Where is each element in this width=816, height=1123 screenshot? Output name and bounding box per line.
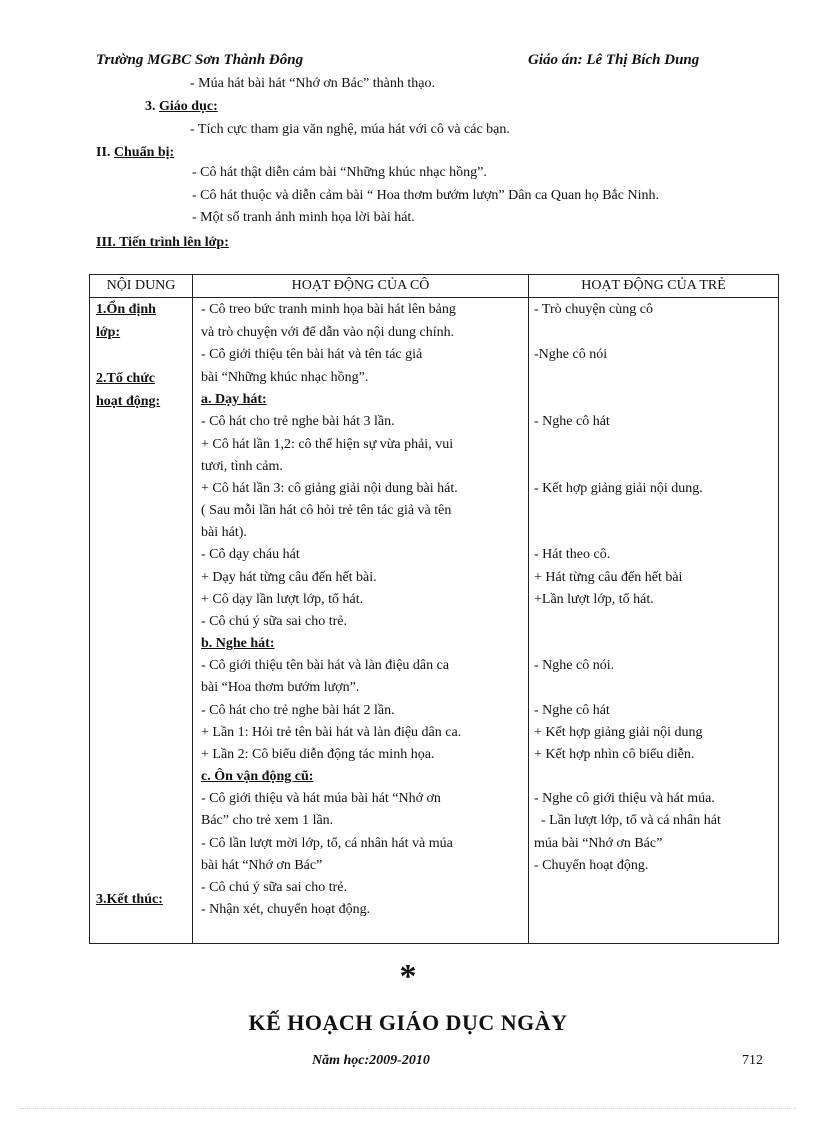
child-line: + Kết hợp giảng giải nội dung: [534, 725, 703, 740]
teacher-line: bài hát).: [201, 525, 247, 540]
section-conclusion: 3.Kết thúc:: [96, 892, 163, 907]
teacher-name: Giáo án: Lê Thị Bích Dung: [528, 52, 700, 68]
bottom-divider: [20, 1108, 796, 1109]
teacher-line: - Cô giới thiệu và hát múa bài hát “Nhớ ơn: [201, 791, 441, 806]
preparation-number: II.: [96, 145, 111, 160]
child-line: - Nghe cô giới thiệu và hát múa.: [534, 791, 715, 806]
child-line: - Hát theo cô.: [534, 547, 611, 562]
process-heading: III. Tiến trình lên lớp:: [96, 235, 229, 250]
section-organize: 2.Tổ chức: [96, 371, 155, 386]
school-name: Trường MGBC Sơn Thành Đông: [96, 52, 304, 68]
page-title: KẾ HOẠCH GIÁO DỤC NGÀY: [248, 1010, 568, 1035]
teacher-line: - Cô dạy cháu hát: [201, 547, 300, 562]
preparation-title: Chuẩn bị:: [113, 145, 175, 160]
teacher-line: + Dạy hát từng câu đến hết bài.: [201, 570, 377, 585]
teacher-line: - Cô chú ý sữa sai cho trẻ.: [201, 614, 347, 629]
teacher-line: tươi, tình cảm.: [201, 459, 283, 474]
child-line: múa bài “Nhớ ơn Bác”: [534, 836, 663, 851]
teacher-line: - Cô treo bức tranh minh họa bài hát lên bảng: [201, 302, 456, 317]
section-stabilize-cont: lớp:: [96, 325, 121, 340]
teacher-line: Bác” cho trẻ xem 1 lần.: [201, 813, 334, 828]
subsection-listen: b. Nghe hát:: [201, 636, 275, 651]
teacher-line: - Cô giới thiệu tên bài hát và làn điệu dân ca: [201, 658, 450, 673]
teacher-line: - Cô giới thiệu tên bài hát và tên tác giả: [201, 347, 423, 362]
header-child-activity: HOẠT ĐỘNG CỦA TRẺ: [529, 275, 779, 298]
teacher-line: - Cô chú ý sữa sai cho trẻ.: [201, 880, 347, 895]
preparation-item: - Cô hát thuộc và diễn cảm bài “ Hoa thơm bướm lượn” Dân ca Quan họ Bắc Ninh.: [192, 188, 659, 203]
teacher-line: - Nhận xét, chuyển hoạt động.: [201, 902, 371, 917]
teacher-line: + Lần 2: Cô biểu diễn động tác minh họa.: [201, 747, 435, 762]
section-stabilize: 1.Ổn định: [96, 302, 156, 317]
subsection-review: c. Ôn vận động cũ:: [201, 769, 314, 784]
teacher-line: - Cô hát cho trẻ nghe bài hát 3 lần.: [201, 414, 395, 429]
teacher-line: - Cô lần lượt mời lớp, tổ, cá nhân hát và múa: [201, 836, 453, 851]
child-line: +Lần lượt lớp, tổ hát.: [534, 592, 654, 607]
teacher-line: bài “Những khúc nhạc hồng”.: [201, 370, 369, 385]
child-activity-column: [529, 298, 779, 944]
child-line: + Kết hợp nhìn cô biểu diễn.: [534, 747, 695, 762]
education-heading: [145, 99, 218, 115]
child-line: - Lần lượt lớp, tổ và cá nhân hát: [541, 813, 721, 828]
child-line: - Nghe cô hát: [534, 703, 610, 718]
education-title: Giáo dục:: [159, 99, 218, 114]
child-line: - Trò chuyện cùng cô: [534, 302, 653, 317]
skill-line: - Múa hát bài hát “Nhớ ơn Bác” thành thạo.: [190, 76, 435, 91]
education-line: - Tích cực tham gia văn nghệ, múa hát với cô và các bạn.: [190, 122, 510, 137]
preparation-item: - Cô hát thật diễn cảm bài “Những khúc nhạc hồng”.: [192, 165, 487, 180]
child-line: -Nghe cô nói: [534, 347, 608, 362]
teacher-line: bài hát “Nhớ ơn Bác”: [201, 858, 323, 873]
teacher-line: + Lần 1: Hỏi trẻ tên bài hát và làn điệu dân ca.: [201, 725, 462, 740]
child-line: - Nghe cô nói.: [534, 658, 615, 673]
page-number: 712: [742, 1053, 763, 1068]
teacher-line: + Cô dạy lần lượt lớp, tổ hát.: [201, 592, 364, 607]
preparation-item: - Một số tranh ảnh minh họa lời bài hát.: [192, 210, 415, 225]
lesson-plan-table: [89, 274, 779, 944]
section-organize-cont: hoạt động:: [96, 394, 161, 409]
content-column: [90, 298, 193, 944]
teacher-line: ( Sau mỗi lần hát cô hỏi trẻ tên tác giả và tên: [201, 503, 452, 518]
preparation-heading: [96, 145, 174, 161]
teacher-line: + Cô hát lần 3: cô giảng giải nội dung bài hát.: [201, 481, 458, 496]
teacher-line: + Cô hát lần 1,2: cô thể hiện sự vừa phải, vui: [201, 437, 454, 452]
table-body-row: [90, 298, 779, 944]
teacher-line: bài “Hoa thơm bướm lượn”.: [201, 680, 360, 695]
header-teacher-activity: HOẠT ĐỘNG CỦA CÔ: [193, 275, 529, 298]
header-content: NỘI DUNG: [90, 275, 193, 298]
education-number: 3.: [145, 99, 156, 114]
teacher-line: - Cô hát cho trẻ nghe bài hát 2 lần.: [201, 703, 395, 718]
child-line: + Hát từng câu đến hết bài: [534, 570, 683, 585]
school-year: Năm học:2009-2010: [312, 1053, 430, 1068]
asterisk-ornament: *: [399, 958, 417, 995]
teacher-line: và trò chuyện với để dẫn vào nội dung chính.: [201, 325, 455, 340]
table-header-row: [90, 275, 779, 298]
child-line: - Nghe cô hát: [534, 414, 610, 429]
subsection-teach-singing: a. Dạy hát:: [201, 392, 267, 407]
teacher-activity-column: [193, 298, 529, 944]
child-line: - Chuyển hoạt động.: [534, 858, 649, 873]
child-line: - Kết hợp giảng giải nội dung.: [534, 481, 703, 496]
